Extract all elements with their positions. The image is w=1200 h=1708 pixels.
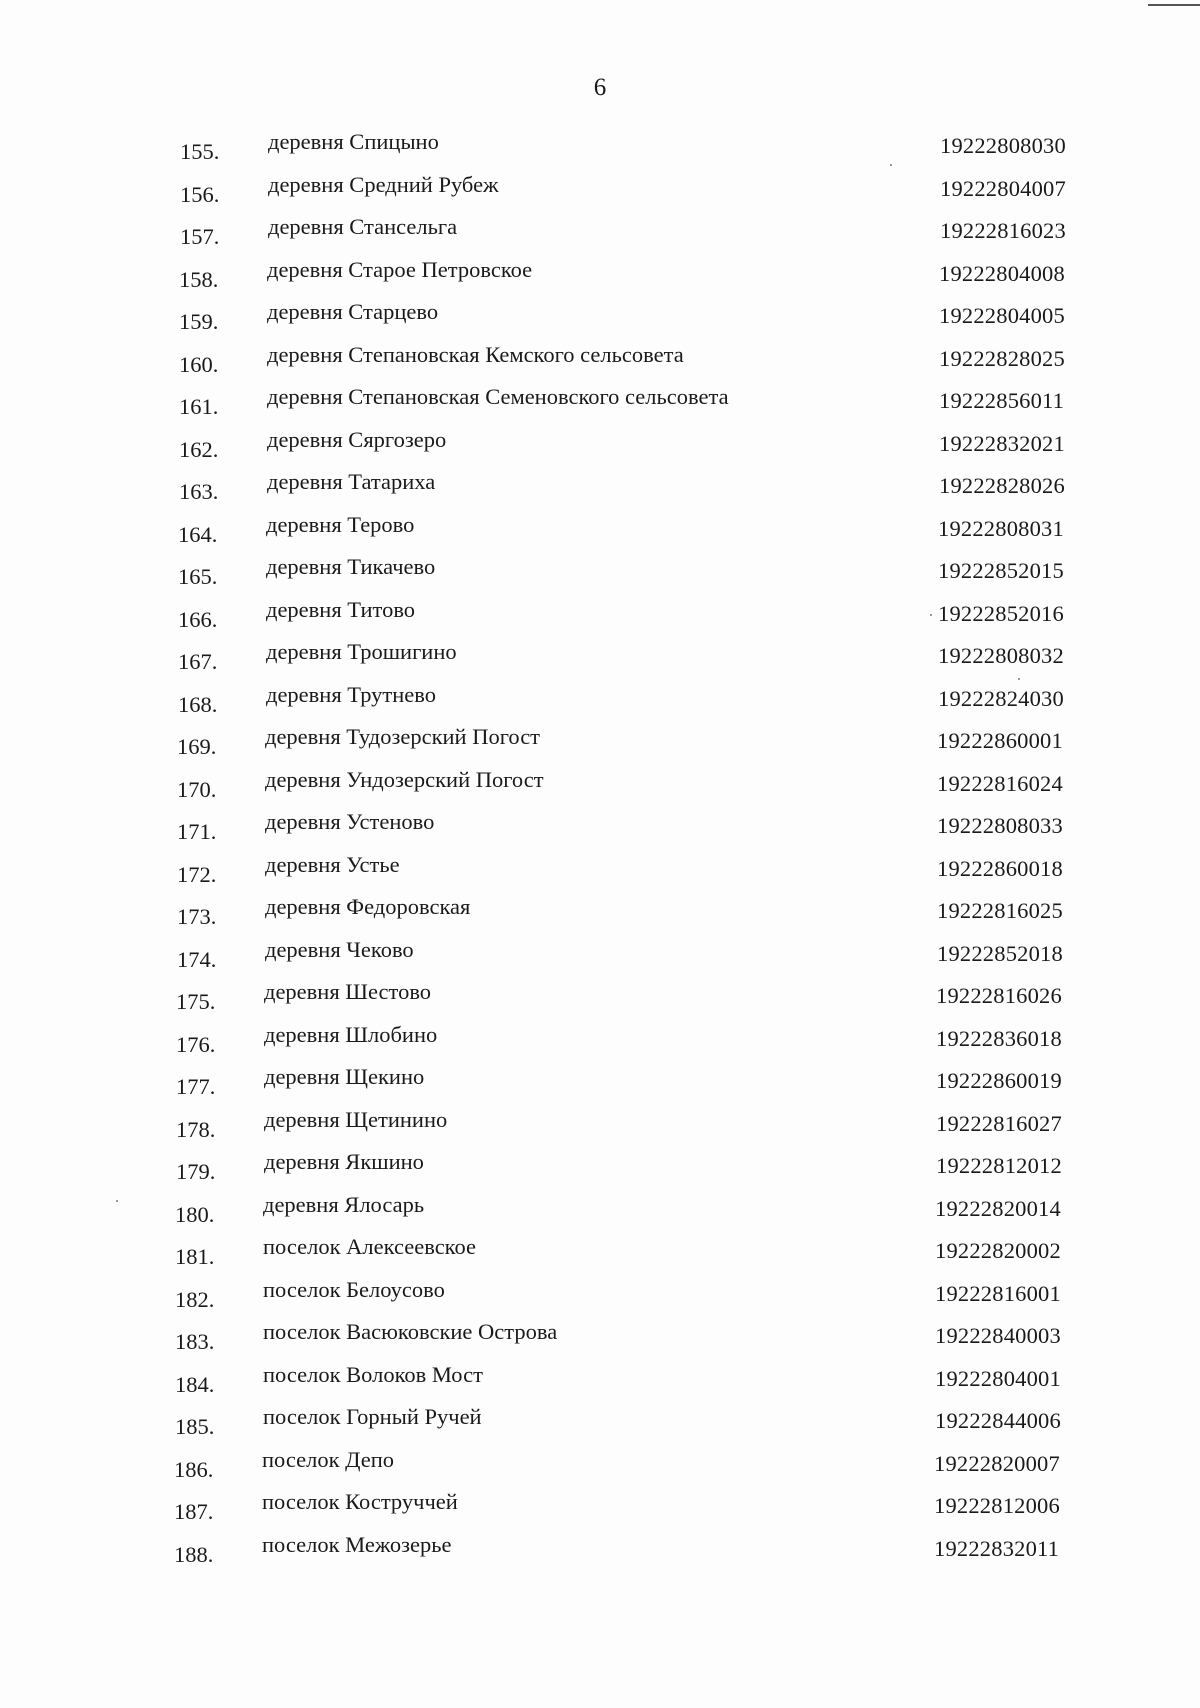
settlement-name: деревня Шестово <box>264 979 432 1004</box>
list-item <box>0 809 1200 852</box>
settlement-name: деревня Средний Рубеж <box>268 171 499 197</box>
list-item <box>0 597 1200 640</box>
settlement-name: деревня Трутнево <box>266 681 436 707</box>
item-number: 163. <box>179 479 219 504</box>
item-number: 167. <box>178 649 218 674</box>
oktmo-code: 19222856011 <box>939 388 1065 413</box>
corner-mark <box>1148 0 1200 6</box>
list-item <box>0 1362 1200 1405</box>
oktmo-code: 19222852015 <box>938 558 1064 583</box>
item-number: 159. <box>179 309 219 334</box>
oktmo-code: 19222840003 <box>935 1323 1061 1348</box>
list-item <box>0 979 1200 1022</box>
oktmo-code: 19222804001 <box>935 1365 1061 1391</box>
oktmo-code: 19222860019 <box>936 1068 1062 1093</box>
item-number: 177. <box>176 1074 216 1099</box>
oktmo-code: 19222860018 <box>937 855 1063 881</box>
list-item <box>0 1192 1200 1235</box>
list-item <box>0 172 1200 215</box>
settlement-name: деревня Чеково <box>265 936 414 962</box>
oktmo-code: 19222816027 <box>936 1110 1062 1136</box>
item-number: 160. <box>179 351 219 377</box>
oktmo-code: 19222808032 <box>938 643 1064 668</box>
oktmo-code: 19222816025 <box>937 898 1063 923</box>
settlement-name: деревня Тикачево <box>266 554 436 579</box>
oktmo-code: 19222812006 <box>934 1493 1060 1518</box>
settlement-name: поселок Межозерье <box>262 1531 452 1557</box>
item-number: 176. <box>176 1031 216 1057</box>
item-number: 170. <box>177 776 217 802</box>
list-item <box>0 1149 1200 1192</box>
list-item <box>0 342 1200 385</box>
item-number: 180. <box>175 1201 215 1227</box>
settlement-name: деревня Устеново <box>265 809 435 834</box>
settlement-name: деревня Степановская Семеновского сельсовета <box>267 384 729 409</box>
list-item <box>0 257 1200 300</box>
oktmo-code: 19222860001 <box>937 728 1063 753</box>
item-number: 175. <box>176 989 216 1014</box>
settlement-name: деревня Федоровская <box>265 894 471 919</box>
settlement-name: деревня Щетинино <box>264 1106 448 1132</box>
oktmo-code: 19222844006 <box>935 1408 1061 1433</box>
settlement-name: деревня Татариха <box>267 469 436 494</box>
settlement-name: поселок Депо <box>262 1446 395 1472</box>
list-item <box>0 767 1200 810</box>
oktmo-code: 19222812012 <box>936 1153 1062 1178</box>
oktmo-code: 19222804005 <box>939 303 1065 328</box>
oktmo-code: 19222828026 <box>939 473 1065 498</box>
list-item <box>0 299 1200 342</box>
list-item <box>0 1107 1200 1150</box>
oktmo-code: 19222804007 <box>940 175 1066 201</box>
list-item <box>0 554 1200 597</box>
list-item <box>0 1532 1200 1575</box>
list-item <box>0 724 1200 767</box>
settlement-name: поселок Коструччей <box>262 1489 458 1514</box>
item-number: 162. <box>179 436 219 462</box>
item-number: 183. <box>175 1329 215 1354</box>
list-item <box>0 894 1200 937</box>
list-item <box>0 1064 1200 1107</box>
list-item <box>0 639 1200 682</box>
item-number: 179. <box>176 1159 216 1184</box>
item-number: 165. <box>178 564 218 589</box>
oktmo-code: 19222804008 <box>939 260 1065 286</box>
list-item <box>0 1447 1200 1490</box>
settlement-name: деревня Щекино <box>264 1064 425 1089</box>
item-number: 178. <box>176 1116 216 1142</box>
settlement-name: деревня Якшино <box>264 1149 424 1174</box>
oktmo-code: 19222816001 <box>935 1280 1061 1306</box>
settlement-name: деревня Ундозерский Погост <box>265 766 544 792</box>
list-item <box>0 937 1200 980</box>
oktmo-code: 19222820007 <box>934 1450 1060 1476</box>
oktmo-code: 19222816026 <box>936 983 1062 1008</box>
item-number: 181. <box>175 1244 215 1269</box>
item-number: 158. <box>179 266 219 292</box>
settlement-name: деревня Тудозерский Погост <box>265 724 541 749</box>
list-item <box>0 1319 1200 1362</box>
settlement-list <box>0 129 1200 1574</box>
item-number: 172. <box>177 861 217 887</box>
oktmo-code: 19222816023 <box>940 218 1066 243</box>
oktmo-code: 19222824030 <box>938 685 1064 711</box>
oktmo-code: 19222820014 <box>935 1195 1061 1221</box>
list-item <box>0 1404 1200 1447</box>
item-number: 155. <box>180 139 220 164</box>
item-number: 185. <box>175 1414 215 1439</box>
oktmo-code: 19222852016 <box>938 600 1064 626</box>
item-number: 169. <box>177 734 217 759</box>
settlement-name: деревня Сяргозеро <box>267 426 447 452</box>
list-item <box>0 1022 1200 1065</box>
oktmo-code: 19222808030 <box>940 133 1066 158</box>
item-number: 187. <box>174 1499 214 1524</box>
item-number: 186. <box>174 1456 214 1482</box>
item-number: 161. <box>179 394 219 419</box>
settlement-name: деревня Спицыно <box>268 129 439 154</box>
oktmo-code: 19222808031 <box>938 515 1064 541</box>
settlement-name: поселок Белоусово <box>263 1276 445 1302</box>
settlement-name: поселок Васюковские Острова <box>263 1319 558 1344</box>
settlement-name: деревня Ялосарь <box>263 1191 425 1217</box>
oktmo-code: 19222852018 <box>937 940 1063 966</box>
list-item <box>0 214 1200 257</box>
settlement-name: деревня Старое Петровское <box>267 256 533 282</box>
settlement-name: деревня Старцево <box>267 299 439 324</box>
settlement-name: поселок Волоков Мост <box>263 1361 483 1387</box>
oktmo-code: 19222808033 <box>937 813 1063 838</box>
item-number: 184. <box>175 1371 215 1397</box>
list-item <box>0 469 1200 512</box>
item-number: 173. <box>177 904 217 929</box>
settlement-name: поселок Алексеевское <box>263 1234 476 1259</box>
oktmo-code: 19222820002 <box>935 1238 1061 1263</box>
list-item <box>0 682 1200 725</box>
settlement-name: деревня Трошигино <box>266 639 457 664</box>
settlement-name: деревня Титово <box>266 596 416 622</box>
item-number: 166. <box>178 606 218 632</box>
item-number: 171. <box>177 819 217 844</box>
settlement-name: деревня Степановская Кемского сельсовета <box>267 341 684 367</box>
list-item <box>0 512 1200 555</box>
settlement-name: деревня Шлобино <box>264 1021 438 1047</box>
list-item <box>0 384 1200 427</box>
list-item <box>0 1489 1200 1532</box>
item-number: 188. <box>174 1541 214 1567</box>
item-number: 164. <box>178 521 218 547</box>
list-item <box>0 852 1200 895</box>
settlement-name: деревня Устье <box>265 851 400 877</box>
settlement-name: деревня Терово <box>266 511 415 537</box>
list-item <box>0 427 1200 470</box>
oktmo-code: 19222832011 <box>934 1535 1060 1561</box>
list-item <box>0 1234 1200 1277</box>
oktmo-code: 19222828025 <box>939 345 1065 371</box>
list-item <box>0 1277 1200 1320</box>
oktmo-code: 19222832021 <box>939 430 1065 456</box>
page-number: 6 <box>593 74 607 101</box>
oktmo-code: 19222816024 <box>937 770 1063 796</box>
item-number: 168. <box>178 691 218 717</box>
item-number: 174. <box>177 946 217 972</box>
list-item <box>0 129 1200 172</box>
oktmo-code: 19222836018 <box>936 1025 1062 1051</box>
settlement-name: деревня Стансельга <box>268 214 458 239</box>
item-number: 157. <box>180 224 220 249</box>
item-number: 182. <box>175 1286 215 1312</box>
item-number: 156. <box>180 181 220 207</box>
settlement-name: поселок Горный Ручей <box>263 1404 482 1429</box>
